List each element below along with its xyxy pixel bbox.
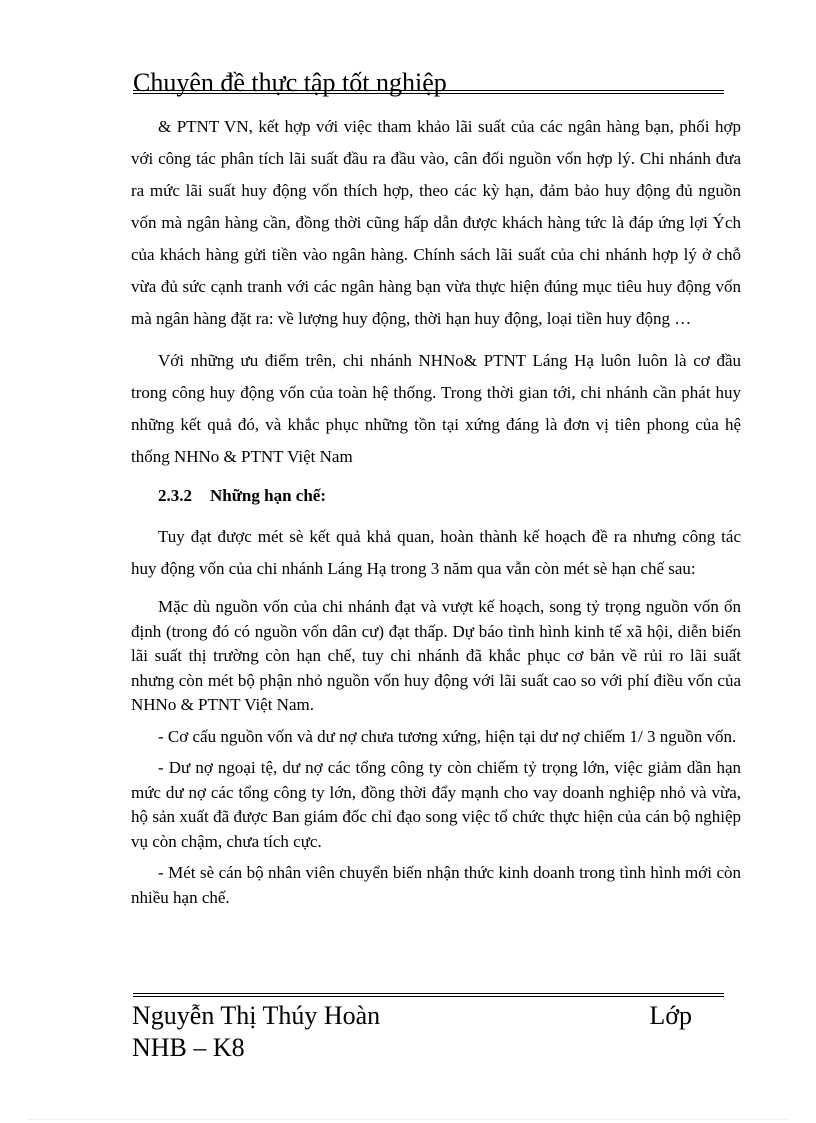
bullet-staff-awareness: - Mét sè cán bộ nhân viên chuyển biến nhận thức kinh doanh trong tình hình mới còn nhiều hạn chế.	[131, 863, 741, 907]
section-number: 2.3.2	[158, 486, 192, 505]
paragraph-capital-structure: Mặc dù nguồn vốn của chi nhánh đạt và vượt kế hoạch, song tỷ trọng nguồn vốn ổn định (trong đó có nguồn vốn dân cư) đạt thấp. Dự báo tình hình kinh tế xã hội, diễn biến lãi suất thị trường còn hạn chế, tuy chi nhánh đã khắc phục cơ bản về rủi ro lãi suất nhưng còn mét bộ phận nhỏ nguồn vốn huy động với lãi suất cao so với phí điều vốn của NHNo & PTNT Việt Nam.	[131, 597, 741, 714]
footer-rule	[133, 993, 724, 997]
bullet-capital-debt-ratio: - Cơ cấu nguồn vốn và dư nợ chưa tương xứng, hiện tại dư nợ chiếm 1/ 3 nguồn vốn.	[158, 726, 737, 746]
bullet-foreign-currency-debt: - Dư nợ ngoại tệ, dư nợ các tổng công ty còn chiếm tỷ trọng lớn, việc giảm dần hạn mức dư nợ các tổng công ty lớn, đồng thời đẩy mạnh cho vay doanh nghiệp nhỏ và vừa, hộ sản xuất đã được Ban giám đốc chỉ đạo song việc tổ chức thực hiện của cán bộ nghiệp vụ còn chậm, chưa tích cực.	[131, 758, 741, 851]
page-footer	[132, 1000, 692, 1064]
footer-author: Nguyễn Thị Thúy Hoàn	[132, 1001, 381, 1030]
section-title: Những hạn chế:	[210, 486, 327, 505]
footer-class-code: NHB – K8	[132, 1033, 245, 1062]
paragraph-strengths-summary: Với những ưu điểm trên, chi nhánh NHNo& PTNT Láng Hạ luôn luôn là cơ đầu trong công huy động vốn của toàn hệ thống. Trong thời gian tới, chi nhánh cần phát huy những kết quả đó, và khắc phục những tồn tại xứng đáng là đơn vị tiên phong của hệ thống NHNo & PTNT Việt Nam	[131, 351, 741, 466]
footer-class-label: Lớp	[649, 1001, 692, 1030]
document-body	[131, 111, 741, 910]
section-heading	[131, 483, 741, 509]
paragraph-interest-rate-policy: & PTNT VN, kết hợp với việc tham khảo lãi suất của các ngân hàng bạn, phối hợp với công tác phân tích lãi suất đầu ra đầu vào, cân đối nguồn vốn hợp lý. Chi nhánh đưa ra mức lãi suất huy động vốn thích hợp, theo các kỳ hạn, đảm bảo huy động đủ nguồn vốn mà ngân hàng cần, đồng thời cũng hấp dẫn được khách hàng tức là đáp ứng lợi Ých của khách hàng gửi tiền vào ngân hàng. Chính sách lãi suất của chi nhánh hợp lý ở chỗ vừa đủ sức cạnh tranh với các ngân hàng bạn vừa thực hiện đúng mục tiêu huy động vốn mà ngân hàng đặt ra: về lượng huy động, thời hạn huy động, loại tiền huy động …	[131, 117, 741, 328]
header-rule	[133, 90, 724, 94]
page-bottom-dotted-border	[28, 1119, 788, 1120]
page-header-title: Chuyên đề thực tập tốt nghiệp	[133, 68, 447, 97]
paragraph-limitations-intro: Tuy đạt được mét sè kết quả khả quan, hoàn thành kế hoạch đề ra nhưng công tác huy động vốn của chi nhánh Láng Hạ trong 3 năm qua vẫn còn mét sè hạn chế sau:	[131, 527, 741, 578]
